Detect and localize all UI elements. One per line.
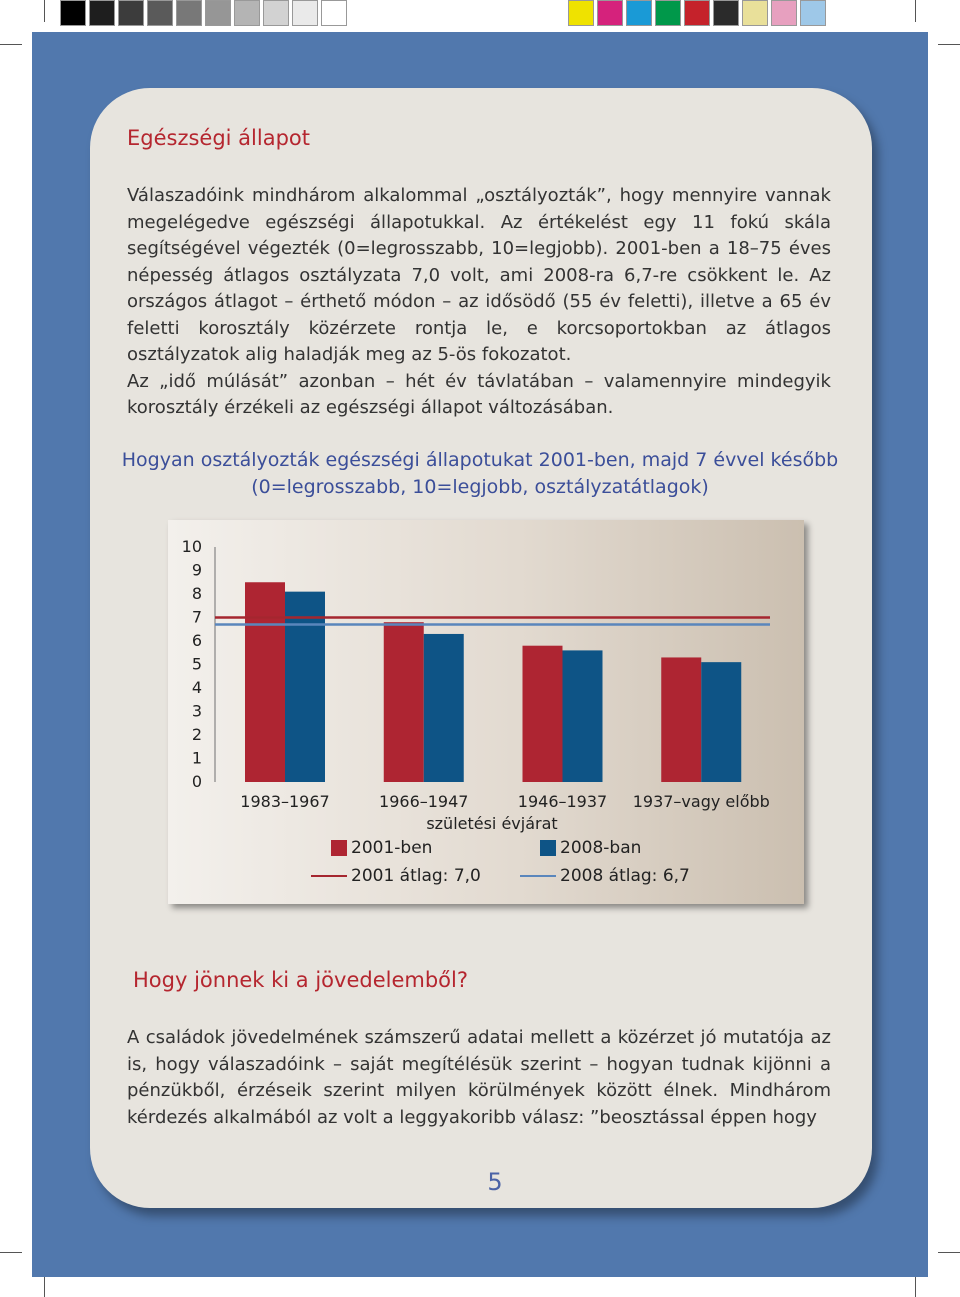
- bar-2008: [563, 650, 603, 782]
- crop-mark: [44, 0, 45, 22]
- income-text: [127, 1025, 831, 1131]
- y-tick-label: 6: [191, 631, 202, 650]
- y-tick-label: 3: [191, 701, 202, 721]
- legend-line-2001: [311, 875, 347, 877]
- color-swatch: [684, 0, 710, 26]
- y-tick-label: 8: [191, 584, 202, 603]
- legend-item-avg-2001: [311, 866, 481, 886]
- health-paragraph-2: Az „idő múlását” azonban – hét év távlatában – valamennyire mindegyik korosztály érzékeli az egészségi állapot változásában.: [127, 370, 831, 418]
- crop-mark: [915, 0, 916, 22]
- gray-swatch: [292, 0, 318, 26]
- chart-title-line-2: (0=legrosszabb, 10=legjobb, osztályzatátlagok): [251, 476, 709, 498]
- crop-mark: [0, 1252, 22, 1253]
- bar-2001: [661, 657, 701, 782]
- chart-title: [100, 447, 860, 501]
- legend-label-2008: 2008-ban: [560, 838, 642, 858]
- bar-2001: [245, 582, 285, 782]
- legend-item-2008: [540, 838, 641, 858]
- legend-item-avg-2008: [520, 866, 690, 886]
- grayscale-registration-bar: [60, 0, 350, 32]
- color-swatch: [800, 0, 826, 26]
- bar-chart: [168, 520, 804, 904]
- gray-swatch: [176, 0, 202, 26]
- y-tick-label: 5: [191, 654, 202, 674]
- section-heading-income: Hogy jönnek ki a jövedelemből?: [133, 968, 468, 992]
- crop-mark: [0, 44, 22, 45]
- chart-title-line-1: Hogyan osztályozták egészségi állapotukat 2001-ben, majd 7 évvel később: [121, 449, 839, 471]
- crop-mark: [938, 1252, 960, 1253]
- gray-swatch: [205, 0, 231, 26]
- color-swatch: [771, 0, 797, 26]
- legend-swatch-2008: [540, 840, 556, 856]
- y-tick-label: 9: [191, 560, 202, 580]
- chart-panel: [168, 520, 804, 904]
- legend-line-2008: [520, 875, 556, 877]
- legend-label-2001: 2001-ben: [351, 838, 433, 858]
- y-tick-label: 0: [191, 772, 202, 791]
- color-swatch: [742, 0, 768, 26]
- y-tick-label: 10: [181, 537, 202, 556]
- x-tick-label: 1983–1967: [240, 792, 330, 811]
- legend-item-2001: [331, 838, 432, 858]
- gray-swatch: [263, 0, 289, 26]
- gray-swatch: [147, 0, 173, 26]
- bar-2008: [701, 662, 741, 782]
- legend-label-avg-2001: 2001 átlag: 7,0: [351, 866, 481, 886]
- health-paragraph-1: Válaszadóink mindhárom alkalommal „osztályozták”, hogy mennyire vannak megelégedve egészségi állapotukkal. Az értékelést egy 11 fokú skála segítségével végezték (0=legrosszabb, 10=legjobb). 2001-ben a 18–75 éves népesség átlagos osztályzata 7,0 volt, ami 2008-ra 6,7-re csökkent le. Az országos átlagot – érthető módon – az idősödő (55 év feletti), illetve a 65 év feletti korosztály közérzete rontja le, e korcsoportokban az átlagos osztályzatok alig haladják meg az 5-ös fokozatot.: [127, 185, 831, 365]
- gray-swatch: [60, 0, 86, 26]
- y-tick-label: 7: [191, 607, 202, 627]
- gray-swatch: [234, 0, 260, 26]
- color-swatch: [713, 0, 739, 26]
- legend-label-avg-2008: 2008 átlag: 6,7: [560, 866, 690, 886]
- color-swatch: [597, 0, 623, 26]
- color-swatch: [655, 0, 681, 26]
- x-tick-label: 1966–1947: [379, 792, 469, 811]
- legend-swatch-2001: [331, 840, 347, 856]
- bar-2001: [384, 622, 424, 782]
- crop-mark: [938, 44, 960, 45]
- color-swatch: [568, 0, 594, 26]
- color-registration-bar: [568, 0, 829, 32]
- bar-2008: [285, 592, 325, 782]
- bar-2008: [424, 634, 464, 782]
- gray-swatch: [321, 0, 347, 26]
- bar-2001: [523, 646, 563, 782]
- gray-swatch: [89, 0, 115, 26]
- health-text: [127, 183, 831, 422]
- gray-swatch: [118, 0, 144, 26]
- x-tick-label: 1946–1937: [517, 792, 608, 811]
- y-tick-label: 2: [191, 725, 202, 744]
- y-tick-label: 1: [191, 748, 202, 768]
- x-tick-label: 1937–vagy előbb: [632, 792, 770, 811]
- color-swatch: [626, 0, 652, 26]
- income-paragraph: A családok jövedelmének számszerű adatai mellett a közérzet jó mutatója az is, hogy válaszadóink – saját megítélésük szerint – hogyan tudnak kijönni a pénzükből, érzéseik szerint milyen körülmények között élnek. Mindhárom kérdezés alkalmából az volt a leggyakoribb válasz: ”beosztással éppen hogy: [127, 1027, 831, 1128]
- x-axis-label: születési évjárat: [426, 814, 558, 833]
- page-number: 5: [487, 1168, 503, 1196]
- y-tick-label: 4: [191, 678, 202, 697]
- section-heading-health: Egészségi állapot: [127, 126, 311, 150]
